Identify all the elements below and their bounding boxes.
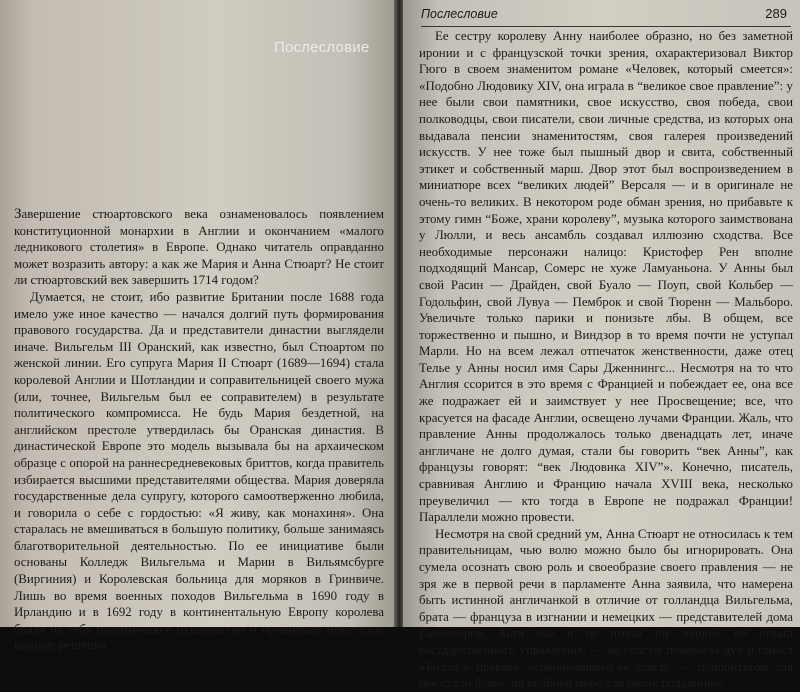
left-page	[0, 0, 396, 653]
paragraph-1: Завершение стюартовского века ознаменовалось появлением конституционной монархии в Англии и окончанием «малого ледникового столетия» в Европе. Однако читатель оправданно может возразить автору: а как же Мария и Анна Стюарт? Не стоит ли стюартовский век завершить 1714 годом?	[14, 206, 384, 288]
page-number: 289	[765, 6, 787, 21]
left-page-text	[14, 206, 384, 654]
running-head: Послесловие	[421, 7, 498, 21]
paragraph-2: Несмотря на свой средний ум, Анна Стюарт не относилась к тем правительницам, чью волю можно было бы игнорировать. Она сумела осознать свою роль и своеобразие своего правления — не зря же в первой речи в парламенте Анна заявила, что намерена быть истинной англичанкой в отличие от голландца Вильгельма, брата — француза в изгнании и немецких — представителей дома Ганноверов. Хотя она и не имела ни знаний, ни опыта государственного управления, — не совсем понимала дух и смысл «Билля о правах», ограничившего ее власть, — приоритетом для нее стали благо, по крайней мере для своих подданных.	[419, 526, 793, 691]
right-page	[403, 0, 800, 691]
right-page-text	[419, 28, 793, 692]
section-title: Послесловие	[274, 39, 370, 56]
running-header	[421, 4, 791, 27]
paragraph-1: Ее сестру королеву Анну наиболее образно, но без заметной иронии и с французской точки зрения, охарактеризовал Виктор Гюго в своем знаменитом романе «Человек, который смеется»: «Подобно Людовику XIV, она играла в “великое свое правление”: у нее были свои памятники, свое искусство, своя победа, свои полководцы, свои писатели, свои личные средства, из которых она выдавала пенсии знаменитостям, своя галерея произведений искусств. У нее тоже был пышный двор и свита, собственный этикет и собственный марш. Двор этот был воспроизведением в миниатюре всех “великих людей” Версаля — и в оригинале не очень-то великих. В некотором роде обман зрения, но прибавьте к этому гимн “Боже, храни королеву”, музыка которого заимствована у Люлли, и весь ансамбль создавал иллюзию сходства. Все необходимые персонажи налицо: Кристофер Рен вполне подходящий Мансар, Сомерс не хуже Ламуаньона. У Анны был свой Расин — Драйден, свой Буало — Поуп, свой Кольбер — Годольфин, свой Лувуа — Пемброк и свой Тюренн — Мальборо. Увеличьте только парики и понизьте лбы. В общем, все торжественно и пышно, и Виндзор в то время почти не уступал Марли. Но на всем лежал отпечаток женственности, даже отец Телье у Анны носил имя Сары Дженнингс... Несмотря на то что Англия ссорится в это время с Францией и побеждает ее, она все же подражает ей и заимствует у нее Просвещение; все, что красуется на фасаде Англии, освещено лучами Франции. Жаль, что правление Анны продолжалось только двенадцать лет, иначе англичане не долго думая, стали бы говорить “век Анны”, как французы говорят: “век Людовика XIV”». Конечно, писатель, сравнивая Англию и Францию начала XVIII века, несколько преувеличил — кто тогда в Европе не подражал Франции! Параллели можно провести.	[419, 29, 793, 525]
paragraph-2: Думается, не стоит, ибо развитие Британии после 1688 года имело уже иное качество — начался долгий путь формирования правового государства. Да и представители династии выглядели иначе. Вильгельм III Оранский, как известно, был Стюартом по женской линии. Его супруга Мария II Стюарт (1689—1694) стала королевой Англии и Шотландии и соправительницей своего мужа (или, точнее, Вильгельм был ее соправителем) в результате политического компромисса. Не будь Мария бездетной, на английском престоле утвердилась бы Оранская династия. В династической Европе это модель вызывала бы на архаическом образце с опорой на раннесредневековых бриттов, когда правитель избирается высшими представителями общества. Мария доверяла государственные дела супругу, которого самоотверженно любила, и говорила о себе с гордостью: «Я живу, как монахиня». Она старалась не вмешиваться в большую политику, больше занимаясь благотворительной деятельностью. По ее инициативе были основаны Колледж Вильгельма и Марии в Вильямсбурге (Виргиния) и Королевская больница для моряков в Гринвиче. Лишь во время военных походов Вильгельма в 1690 году в Ирландию и в 1692 году в континентальную Европу королева брала на себя политическое руководство и принимала некоторые важные решения.	[14, 289, 384, 653]
